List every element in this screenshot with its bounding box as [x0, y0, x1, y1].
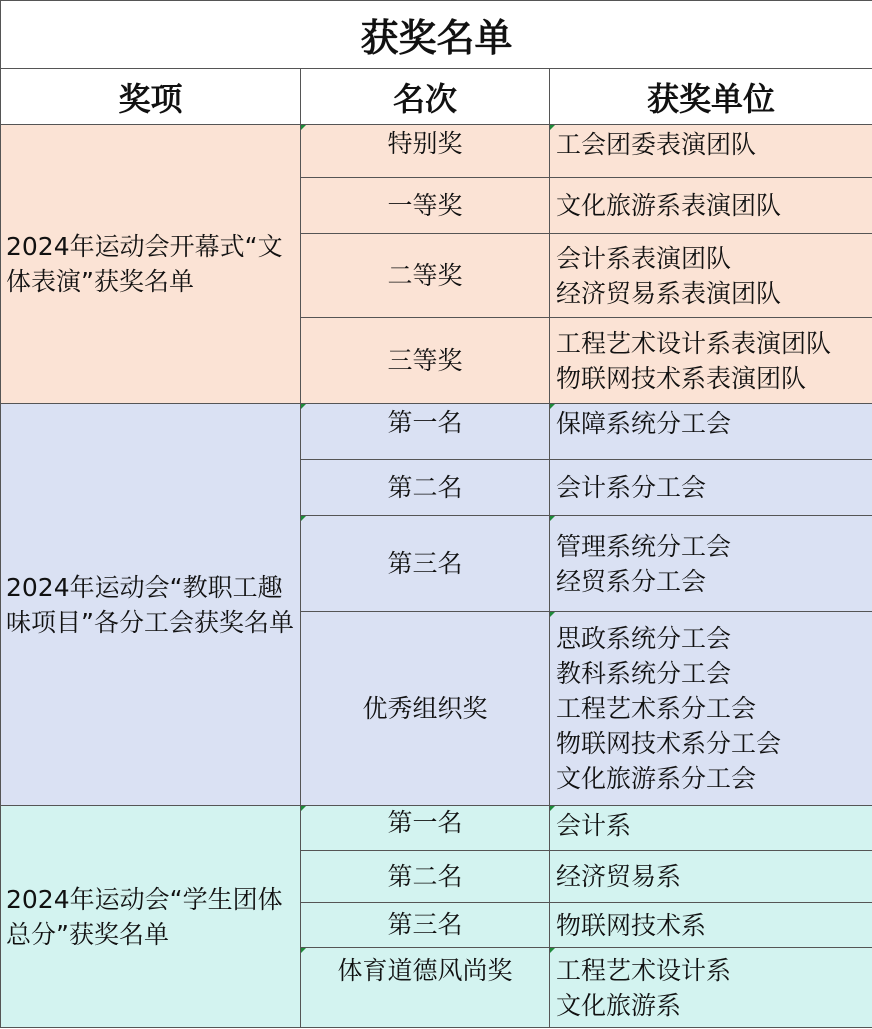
rank-cell: 特别奖	[301, 125, 550, 178]
rank-cell: 第一名	[301, 806, 550, 851]
rank-cell: 二等奖	[301, 234, 550, 318]
rank-cell: 三等奖	[301, 318, 550, 404]
unit-name: 管理系统分工会	[556, 531, 732, 561]
rank-cell: 第二名	[301, 460, 550, 516]
unit-name: 工会团委表演团队	[556, 130, 757, 159]
header-row	[1, 69, 872, 125]
rank-cell: 第三名	[301, 516, 550, 612]
unit-name: 文化旅游系	[556, 991, 682, 1020]
units-cell	[550, 125, 872, 178]
rank-cell: 第三名	[301, 903, 550, 948]
unit-name: 会计系	[556, 811, 632, 840]
table-row	[1, 806, 872, 851]
table-row	[1, 125, 872, 178]
header-award: 奖项	[1, 69, 301, 125]
units-cell	[550, 178, 872, 234]
units-cell	[550, 318, 872, 404]
units-cell	[550, 851, 872, 903]
unit-name: 工程艺术设计系	[556, 956, 732, 985]
units-cell	[550, 404, 872, 460]
unit-name: 保障系统分工会	[556, 409, 732, 438]
unit-name: 物联网技术系表演团队	[556, 363, 807, 393]
unit-name: 物联网技术系	[556, 910, 707, 940]
rank-cell: 体育道德风尚奖	[301, 948, 550, 1028]
award-name-cell: 2024年运动会“教职工趣味项目”各分工会获奖名单	[1, 404, 301, 806]
table-row	[1, 404, 872, 460]
unit-name: 文化旅游系表演团队	[556, 191, 782, 220]
units-cell	[550, 806, 872, 851]
units-cell	[550, 612, 872, 806]
units-cell	[550, 460, 872, 516]
header-rank: 名次	[301, 69, 550, 125]
units-cell	[550, 948, 872, 1028]
table-title: 获奖名单	[1, 1, 872, 69]
unit-name: 经贸系分工会	[556, 566, 707, 596]
unit-name: 经济贸易系	[556, 862, 682, 891]
unit-name: 物联网技术系分工会	[556, 729, 782, 758]
unit-name: 工程艺术设计系表演团队	[556, 328, 832, 358]
rank-cell: 一等奖	[301, 178, 550, 234]
unit-name: 会计系分工会	[556, 473, 707, 502]
unit-name: 工程艺术系分工会	[556, 694, 757, 723]
units-cell	[550, 234, 872, 318]
title-row	[1, 1, 872, 69]
rank-cell: 优秀组织奖	[301, 612, 550, 806]
unit-name: 经济贸易系表演团队	[556, 278, 782, 308]
award-name-cell: 2024年运动会“学生团体总分”获奖名单	[1, 806, 301, 1028]
unit-name: 文化旅游系分工会	[556, 764, 757, 793]
units-cell	[550, 903, 872, 948]
header-units: 获奖单位	[550, 69, 872, 125]
unit-name: 思政系统分工会	[556, 624, 732, 653]
award-name-cell: 2024年运动会开幕式“文体表演”获奖名单	[1, 125, 301, 404]
rank-cell: 第二名	[301, 851, 550, 903]
rank-cell: 第一名	[301, 404, 550, 460]
unit-name: 教科系统分工会	[556, 659, 732, 688]
unit-name: 会计系表演团队	[556, 243, 732, 273]
units-cell	[550, 516, 872, 612]
